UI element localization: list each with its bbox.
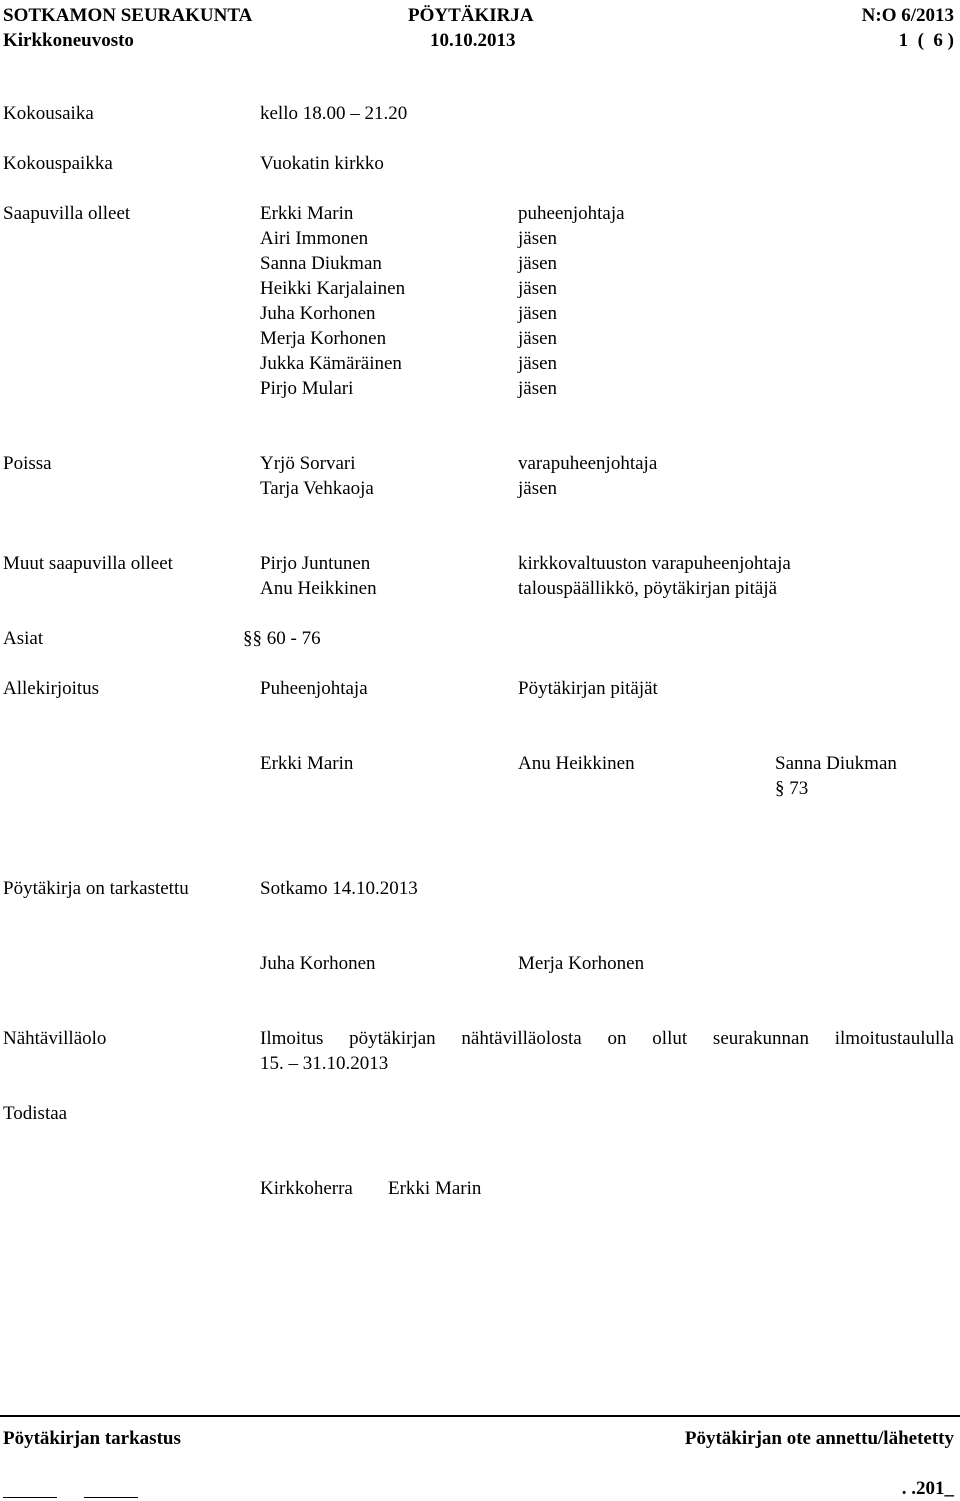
footer-extract-label: Pöytäkirjan ote annettu/lähetetty (684, 1428, 954, 1449)
signature-label: Allekirjoitus (3, 678, 100, 699)
governing-body: Kirkkoneuvosto (3, 30, 134, 51)
member-role: jäsen (518, 353, 558, 374)
initials-blank (3, 1497, 57, 1498)
review-place-date: Sotkamo 14.10.2013 (260, 878, 418, 899)
absent-label: Poissa (3, 453, 52, 474)
footer-divider (0, 1415, 960, 1417)
display-notice-text: Ilmoitus pöytäkirjan nähtävilläolosta on ollut seurakunnan ilmoitustaululla (260, 1028, 954, 1049)
member-role: jäsen (518, 478, 558, 499)
certifier-name: Erkki Marin (388, 1178, 482, 1199)
certify-label: Todistaa (3, 1103, 68, 1124)
keeper-signature-name: Sanna Diukman (775, 753, 897, 774)
minute-keepers-label: Pöytäkirjan pitäjät (518, 678, 658, 699)
display-label: Nähtävilläolo (3, 1028, 107, 1049)
member-name: Heikki Karjalainen (260, 278, 406, 299)
chair-signature-name: Erkki Marin (260, 753, 354, 774)
page-number: 1 ( 6 ) (898, 30, 954, 51)
member-name: Anu Heikkinen (260, 578, 377, 599)
chair-label: Puheenjohtaja (260, 678, 368, 699)
footer-date-stub: . .201_ (901, 1478, 954, 1499)
member-role: kirkkovaltuuston varapuheenjohtaja (518, 553, 791, 574)
member-name: Pirjo Juntunen (260, 553, 371, 574)
keeper-signature-name: Anu Heikkinen (518, 753, 635, 774)
matters-label: Asiat (3, 628, 44, 649)
document-number: N:O 6/2013 (861, 5, 954, 26)
member-name: Erkki Marin (260, 203, 354, 224)
member-role: jäsen (518, 278, 558, 299)
meeting-time-label: Kokousaika (3, 103, 94, 124)
matters-value: §§ 60 - 76 (243, 628, 321, 649)
meeting-time-value: kello 18.00 – 21.20 (260, 103, 408, 124)
member-name: Airi Immonen (260, 228, 369, 249)
footer-review-label: Pöytäkirjan tarkastus (3, 1428, 181, 1449)
member-name: Yrjö Sorvari (260, 453, 356, 474)
member-role: jäsen (518, 303, 558, 324)
initials-blank (84, 1497, 138, 1498)
reviewer-name: Merja Korhonen (518, 953, 645, 974)
member-role: puheenjohtaja (518, 203, 625, 224)
present-label: Saapuvilla olleet (3, 203, 131, 224)
member-role: jäsen (518, 228, 558, 249)
member-name: Tarja Vehkaoja (260, 478, 374, 499)
member-role: jäsen (518, 378, 558, 399)
member-name: Pirjo Mulari (260, 378, 354, 399)
meeting-date: 10.10.2013 (430, 30, 516, 51)
display-period: 15. – 31.10.2013 (260, 1053, 389, 1074)
reviewer-name: Juha Korhonen (260, 953, 376, 974)
member-name: Jukka Kämäräinen (260, 353, 402, 374)
certifier-title: Kirkkoherra (260, 1178, 353, 1199)
document-type: PÖYTÄKIRJA (408, 5, 534, 26)
review-label: Pöytäkirja on tarkastettu (3, 878, 189, 899)
member-role: jäsen (518, 253, 558, 274)
member-name: Merja Korhonen (260, 328, 387, 349)
member-role: varapuheenjohtaja (518, 453, 658, 474)
meeting-place-label: Kokouspaikka (3, 153, 113, 174)
meeting-place-value: Vuokatin kirkko (260, 153, 384, 174)
member-role: jäsen (518, 328, 558, 349)
organization-name: SOTKAMON SEURAKUNTA (3, 5, 253, 26)
member-name: Sanna Diukman (260, 253, 382, 274)
others-label: Muut saapuvilla olleet (3, 553, 173, 574)
member-role: talouspäällikkö, pöytäkirjan pitäjä (518, 578, 778, 599)
member-name: Juha Korhonen (260, 303, 376, 324)
keeper-section-ref: § 73 (775, 778, 809, 799)
